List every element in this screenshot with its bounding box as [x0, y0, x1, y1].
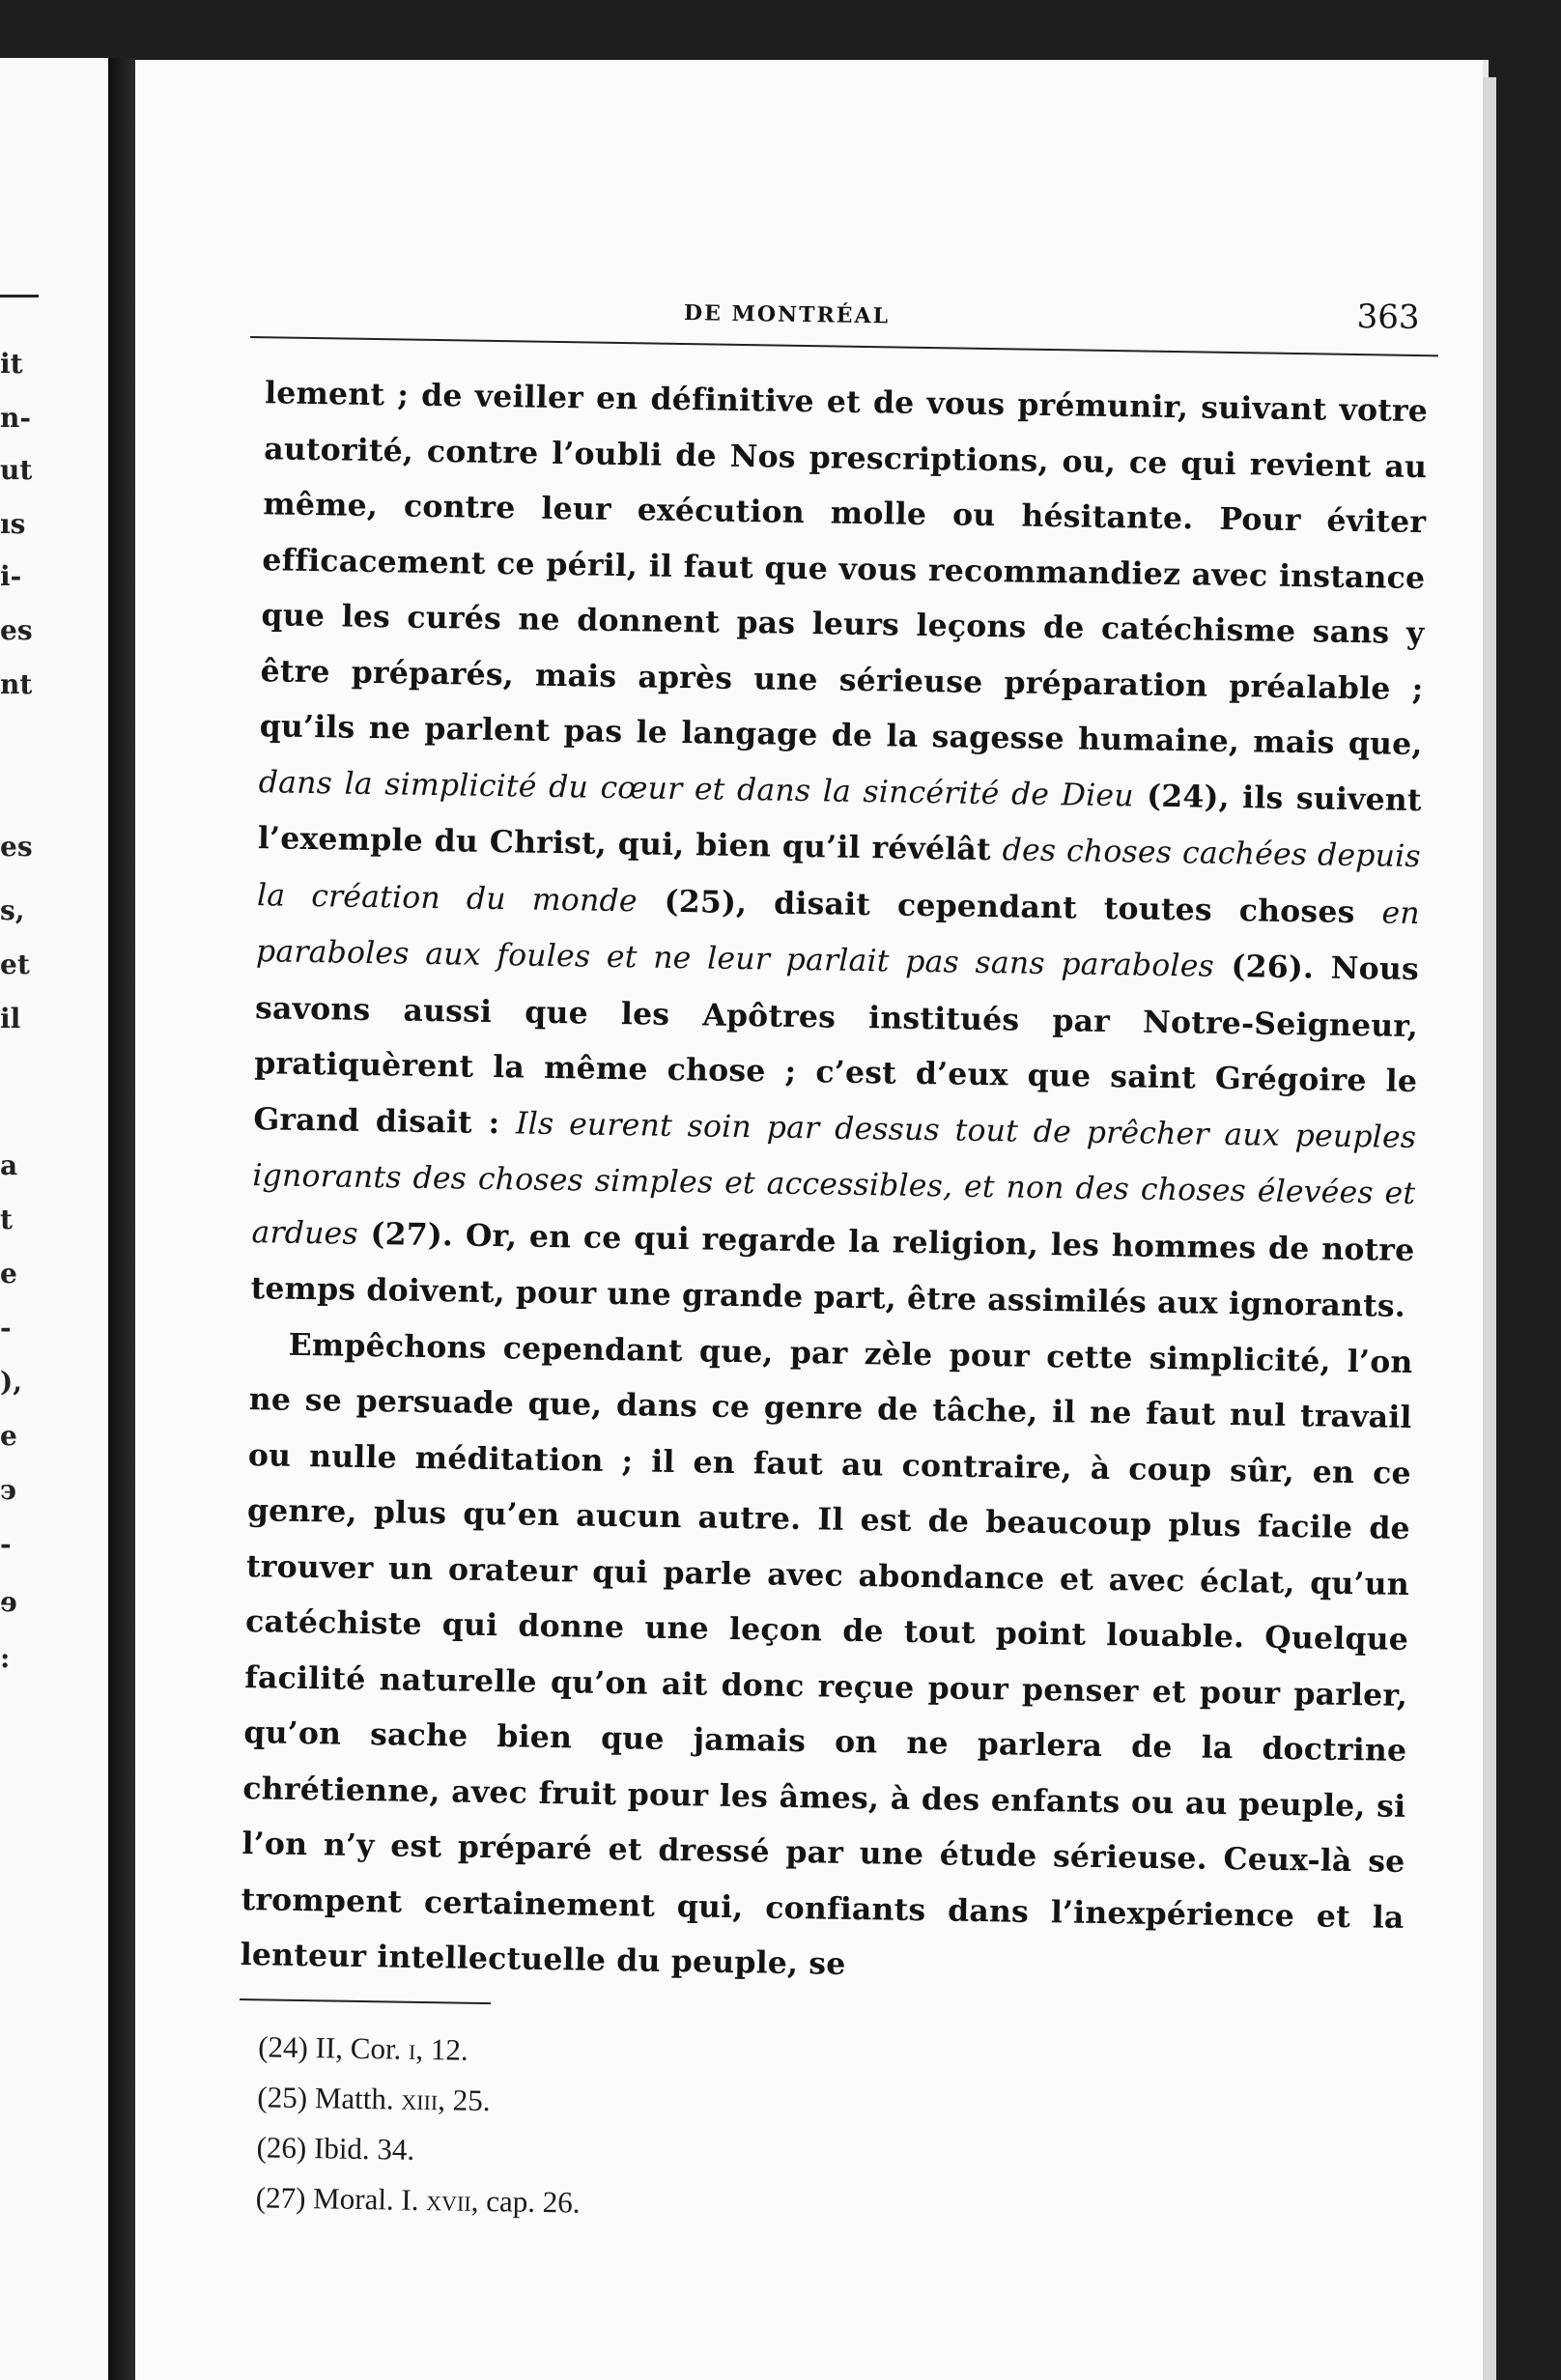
facing-page-fragment: -	[0, 1528, 12, 1560]
facing-page-fragment: ut	[0, 454, 33, 486]
facing-page-fragment: ),	[0, 1366, 22, 1398]
facing-page-fragment: es	[0, 614, 33, 646]
footnote-text: II, Cor.	[315, 2029, 402, 2066]
footnote-numeral: i	[408, 2031, 416, 2066]
facing-page-fragment: i-	[0, 560, 22, 592]
facing-page-fragment: il	[0, 1003, 21, 1034]
footnote-number: (27)	[255, 2179, 306, 2215]
book-gutter	[108, 58, 135, 2380]
page-content	[220, 280, 1438, 2241]
italic-quote: en paraboles aux foules et ne leur parlait pas sans paraboles	[255, 894, 1421, 984]
paragraph-text: lement ; de veiller en définitive et de vous prémunir, suivant votre autorité, contre l’oubli de Nos prescriptions, ou, ce qui revient au même, contre leur exécution molle ou hésitante. Pour éviter efficacement ce péril, il faut que vous recommandiez avec instance que les curés ne donnent pas leurs leçons de catéchisme sans y être préparés, mais après une sérieuse préparation préalable ; qu’ils ne parlent pas le langage de la sagesse humaine, mais que,	[259, 375, 1429, 763]
header-rule	[250, 336, 1438, 356]
italic-quote: dans la simplicité du cœur et dans la sincérité de Dieu	[258, 764, 1135, 813]
body-text	[224, 365, 1437, 2001]
facing-page-fragment: ɘ	[0, 1586, 17, 1618]
footnote-number: (24)	[258, 2028, 309, 2064]
footnote-number: (25)	[257, 2079, 308, 2114]
footnote-numeral: xiii	[401, 2082, 439, 2116]
running-head: DE MONTRÉAL	[683, 300, 891, 329]
footnote-numeral: xvii	[426, 2182, 472, 2218]
paragraph-text: (24), ils suivent l’exemple du Christ, qui, bien qu’il révélât	[257, 778, 1423, 868]
facing-page-fragment: nt	[0, 668, 33, 700]
facing-page-rule	[0, 295, 39, 298]
facing-page-fragment: n-	[0, 402, 31, 434]
facing-page-fragment: e	[0, 1420, 17, 1452]
footnote-text: , cap. 26.	[470, 2183, 581, 2220]
paragraph-2: Empêchons cependant que, par zèle pour cette simplicité, l’on ne se persuade que, dans ce genre de tâche, il ne faut nul travail ou nulle méditation ; il en faut au contraire, à coup sûr, en ce genre, plus qu’en aucun autre. Il est de beaucoup plus facile de trouver un orateur qui parle avec abondance et avec éclat, qu’un catéchiste qui donne une leçon de tout point louable. Quelque facilité naturelle qu’on ait donc reçue pour penser et pour parler, qu’on sache bien que jamais on ne parlera de la doctrine chrétienne, avec fruit pour les âmes, à des enfants ou au peuple, si l’on n’y est préparé et dressé par une étude sérieuse. Ceux-là se trompent certainement qui, confiants dans l’inexpérience et la lenteur intellectuelle du peuple, se	[240, 1326, 1413, 1982]
footnote-text: Matth.	[314, 2080, 394, 2116]
facing-page-fragment: es	[0, 831, 33, 863]
italic-quote: Ils eurent soin par dessus tout de prêcher aux peuples ignorants des choses simples et accessibles, et non des choses élevées et ardues	[251, 1105, 1417, 1252]
book-page	[135, 60, 1483, 2380]
facing-page-fragment: a	[0, 1149, 18, 1181]
paragraph-text: (27). Or, en ce qui regarde la religion, les hommes de notre temps doivent, pour une grande part, être assimilés aux ignorants.	[250, 1215, 1415, 1324]
facing-page-fragment: it	[0, 348, 23, 380]
footnote-text: , 12.	[415, 2031, 468, 2067]
footnote-text: Ibid. 34.	[313, 2130, 415, 2167]
facing-page-fragment: -	[0, 1312, 12, 1344]
facing-page	[0, 58, 108, 2380]
footnote-rule	[240, 1998, 491, 2004]
facing-page-fragment: et	[0, 949, 30, 980]
footnote-number: (26)	[256, 2129, 307, 2165]
facing-page-fragment: ıs	[0, 508, 26, 540]
paragraph-text: (26). Nous savons aussi que les Apôtres institués par Notre-Seigneur, pratiquèrent la même chose ; c’est d’eux que saint Grégoire le Grand disait :	[253, 949, 1420, 1141]
page-edge	[1483, 77, 1496, 2380]
footnote-text: , 25.	[438, 2082, 491, 2117]
facing-page-fragment: s,	[0, 894, 25, 926]
facing-page-fragment: e	[0, 1258, 17, 1289]
italic-quote: des choses cachées depuis la création du monde	[256, 833, 1422, 919]
facing-page-fragment: t	[0, 1204, 13, 1235]
facing-page-fragment: :	[0, 1642, 11, 1674]
page-number: 363	[1356, 297, 1420, 338]
page-header	[250, 280, 1439, 356]
footnotes	[220, 2021, 1411, 2240]
paragraph-1	[250, 365, 1428, 1334]
footnote-text: Moral. I.	[312, 2180, 419, 2217]
paragraph-text: (25), disait cependant toutes choses	[664, 883, 1355, 930]
facing-page-fragment: э	[0, 1474, 17, 1506]
